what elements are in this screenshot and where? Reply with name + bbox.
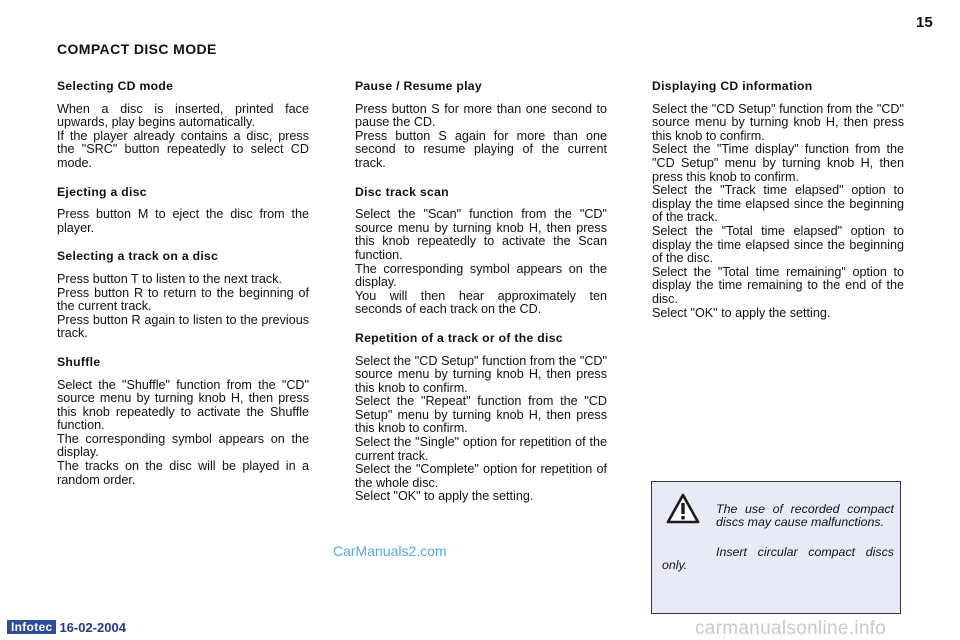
column-2 [355,80,607,519]
paragraph: Select the "Shuffle" function from the "CD" source menu by turning knob H, then press this knob repeatedly to activate the Shuffle function. [57,377,309,433]
section-title: Displaying CD information [652,79,813,93]
paragraph: Press button S again for more than one second to resume playing of the current track. [355,128,607,170]
section-title: Ejecting a disc [57,184,147,199]
paragraph: When a disc is inserted, printed face upwards, play begins automatically. [57,101,309,130]
paragraph: Select the "Track time elapsed" option to display the time elapsed since the beginning of the track. [652,183,904,225]
paragraph: Select the "CD Setup" function from the "CD" source menu by turning knob H, then press this knob to confirm. [652,101,904,143]
paragraph: Select the "Total time elapsed" option to display the time elapsed since the beginning of the disc. [652,223,904,266]
paragraph: Select the "Single" option for repetition of the current track. [355,435,607,463]
section-title: Selecting CD mode [57,79,174,93]
section-displaying-cd-info [652,80,904,320]
warning-text: The use of recorded compact discs may cause malfunctions. [716,502,894,530]
section-title: Pause / Resume play [355,79,482,93]
paragraph: Press button M to eject the disc from the player. [57,207,309,235]
section-title: Shuffle [57,354,101,369]
paragraph: The tracks on the disc will be played in a random order. [57,459,309,487]
warning-triangle-icon [666,492,700,526]
footer [7,620,126,634]
section-pause-resume [355,80,607,171]
paragraph: Select the "Repeat" function from the "CD Setup" menu by turning knob H, then press this knob to confirm. [355,394,607,436]
paragraph: Select the "Time display" function from the "CD Setup" menu by turning knob H, then press this knob to confirm. [652,142,904,184]
section-selecting-a-track [57,250,309,341]
warning-text: Insert circular compact discs only. [662,545,894,573]
section-ejecting-a-disc [57,186,309,236]
section-title: Repetition of a track or of the disc [355,330,563,345]
paragraph: Press button S for more than one second to pause the CD. [355,101,607,130]
section-repetition [355,332,607,504]
section-title: Disc track scan [355,184,449,199]
page-title: COMPACT DISC MODE [57,41,217,57]
section-selecting-cd-mode [57,80,309,171]
section-shuffle [57,356,309,487]
footer-logo: Infotec [7,620,56,634]
paragraph: Press button R again to listen to the previous track. [57,312,309,341]
column-3 [652,80,904,335]
paragraph: Select "OK" to apply the setting. [652,305,831,320]
paragraph: You will then hear approximately ten seconds of each track on the CD. [355,288,607,317]
paragraph: Select "OK" to apply the setting. [355,489,534,504]
paragraph: Press button T to listen to the next track. [57,271,282,286]
paragraph: Select the "Scan" function from the "CD" source menu by turning knob H, then press this knob repeatedly to activate the Scan function. [355,207,607,262]
paragraph: The corresponding symbol appears on the display. [355,261,607,290]
section-title: Selecting a track on a disc [57,249,219,264]
paragraph: Select the "CD Setup" function from the "CD" source menu by turning knob H, then press this knob to confirm. [355,353,607,395]
watermark: carmanualsonline.info [695,618,887,639]
section-disc-track-scan [355,186,607,317]
page-number: 15 [916,14,933,31]
column-1 [57,80,309,502]
footer-date: 16-02-2004 [59,619,126,635]
paragraph: The corresponding symbol appears on the display. [57,431,309,460]
warning-box [651,481,901,614]
watermark: CarManuals2.com [333,543,447,559]
paragraph: Select the "Complete" option for repetition of the whole disc. [355,462,607,490]
paragraph: If the player already contains a disc, press the "SRC" button repeatedly to select CD mode. [57,128,309,170]
paragraph: Select the "Total time remaining" option to display the time remaining to the end of the disc. [652,264,904,306]
paragraph: Press button R to return to the beginning of the current track. [57,285,309,314]
